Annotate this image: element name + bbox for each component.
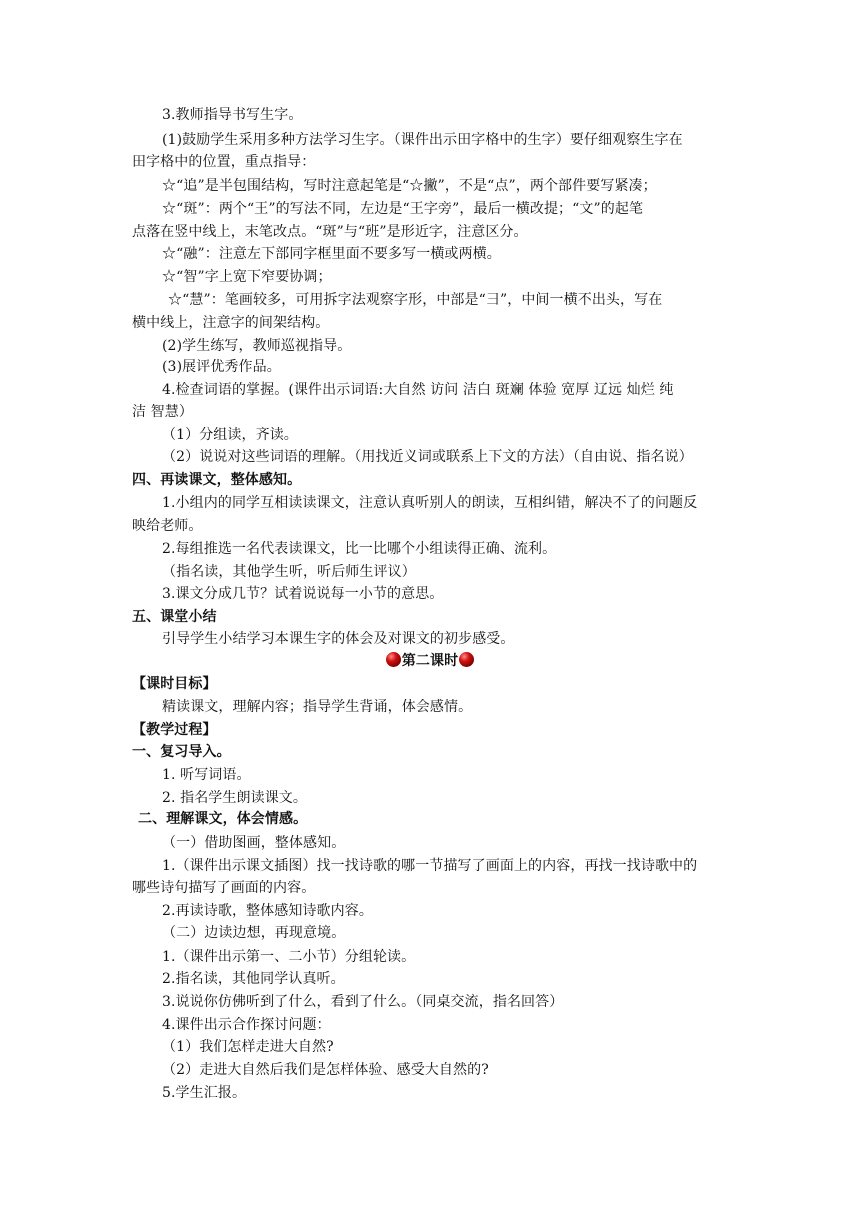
- text-line: ☆“融”：注意左下部同字框里面不要多写一横或两横。: [162, 246, 501, 262]
- section-heading: 五、课堂小结: [132, 609, 217, 625]
- text-line: 映给老师。: [132, 518, 203, 534]
- text-line: 田字格中的位置，重点指导：: [132, 154, 316, 170]
- red-ball-icon: [459, 652, 474, 667]
- red-ball-icon: [386, 652, 401, 667]
- text-line: 3.教师指导书写生字。: [162, 107, 303, 123]
- text-line: 2.指名读，其他同学认真听。: [162, 971, 345, 987]
- text-line: 3.说说你仿佛听到了什么，看到了什么。（同桌交流，指名回答）: [162, 994, 564, 1010]
- text-line: （2）说说对这些词语的理解。（用找近义词或联系上下文的方法）（自由说、指名说）: [162, 449, 693, 465]
- text-line: 4.检查词语的掌握。(课件出示词语:大自然 访问 洁白 斑斓 体验 宽厚 辽远 灿烂 纯: [162, 382, 674, 398]
- section-heading: 【课时目标】: [132, 676, 217, 692]
- text-line: 点落在竖中线上，末笔改点。“斑”与“班”是形近字，注意区分。: [132, 224, 528, 240]
- text-line: 2. 指名学生朗读课文。: [162, 790, 308, 806]
- text-line: （2）走进大自然后我们是怎样体验、感受大自然的?: [162, 1062, 489, 1078]
- text-line: ☆“慧”：笔画较多，可用拆字法观察字形，中部是“彐”，中间一横不出头，写在: [168, 292, 663, 308]
- text-line: 1.（课件出示课文插图）找一找诗歌的哪一节描写了画面上的内容，再找一找诗歌中的: [162, 858, 698, 874]
- text-line: 精读课文，理解内容；指导学生背诵，体会感情。: [162, 699, 473, 715]
- text-line: 3.课文分成几节？试着说说每一小节的意思。: [162, 586, 444, 602]
- text-line: (2)学生练写，教师巡视指导。: [162, 338, 352, 354]
- text-line: 引导学生小结学习本课生字的体会及对课文的初步感受。: [162, 631, 515, 647]
- text-line: 1.（课件出示第一、二小节）分组轮读。: [162, 949, 416, 965]
- text-line: (1)鼓励学生采用多种方法学习生字。（课件出示田字格中的生字）要仔细观察生字在: [162, 132, 683, 148]
- text-line: 1. 听写词语。: [162, 767, 251, 783]
- section-heading: 【教学过程】: [132, 722, 217, 738]
- section-heading: 四、再读课文，整体感知。: [132, 472, 302, 488]
- lesson-title: [0, 650, 860, 672]
- text-line: ☆“斑”：两个“王”的写法不同，左边是“王字旁”，最后一横改提；“文”的起笔: [162, 201, 644, 217]
- text-line: ☆“智”字上宽下窄要协调；: [162, 269, 332, 285]
- text-line: 1.小组内的同学互相读读课文，注意认真听别人的朗读，互相纠错，解决不了的问题反: [162, 495, 698, 511]
- text-line: （1）分组读，齐读。: [162, 427, 298, 443]
- text-line: 横中线上，注意字的间架结构。: [132, 315, 330, 331]
- text-line: 哪些诗句描写了画面的内容。: [132, 880, 316, 896]
- text-line: （1）我们怎样走进大自然?: [162, 1039, 334, 1055]
- text-line: 2.再读诗歌，整体感知诗歌内容。: [162, 903, 373, 919]
- text-line: （指名读，其他学生听，听后师生评议）: [162, 564, 416, 580]
- section-heading: 一、复习导入。: [132, 744, 231, 760]
- section-heading: 二、理解课文，体会情感。: [138, 811, 308, 827]
- text-line: （二）边读边想，再现意境。: [162, 925, 346, 941]
- lesson-title-text: 第二课时: [401, 653, 459, 669]
- text-line: 5.学生汇报。: [162, 1085, 247, 1101]
- text-line: (3)展评优秀作品。: [162, 359, 281, 375]
- text-line: 2.每组推选一名代表读课文，比一比哪个小组读得正确、流利。: [162, 541, 557, 557]
- text-line: （一）借助图画，整体感知。: [162, 835, 346, 851]
- text-line: 洁 智慧）: [132, 404, 193, 420]
- text-line: 4.课件出示合作探讨问题：: [162, 1017, 331, 1033]
- text-line: ☆“追”是半包围结构，写时注意起笔是“☆撇”，不是“点”，两个部件要写紧凑；: [162, 178, 657, 194]
